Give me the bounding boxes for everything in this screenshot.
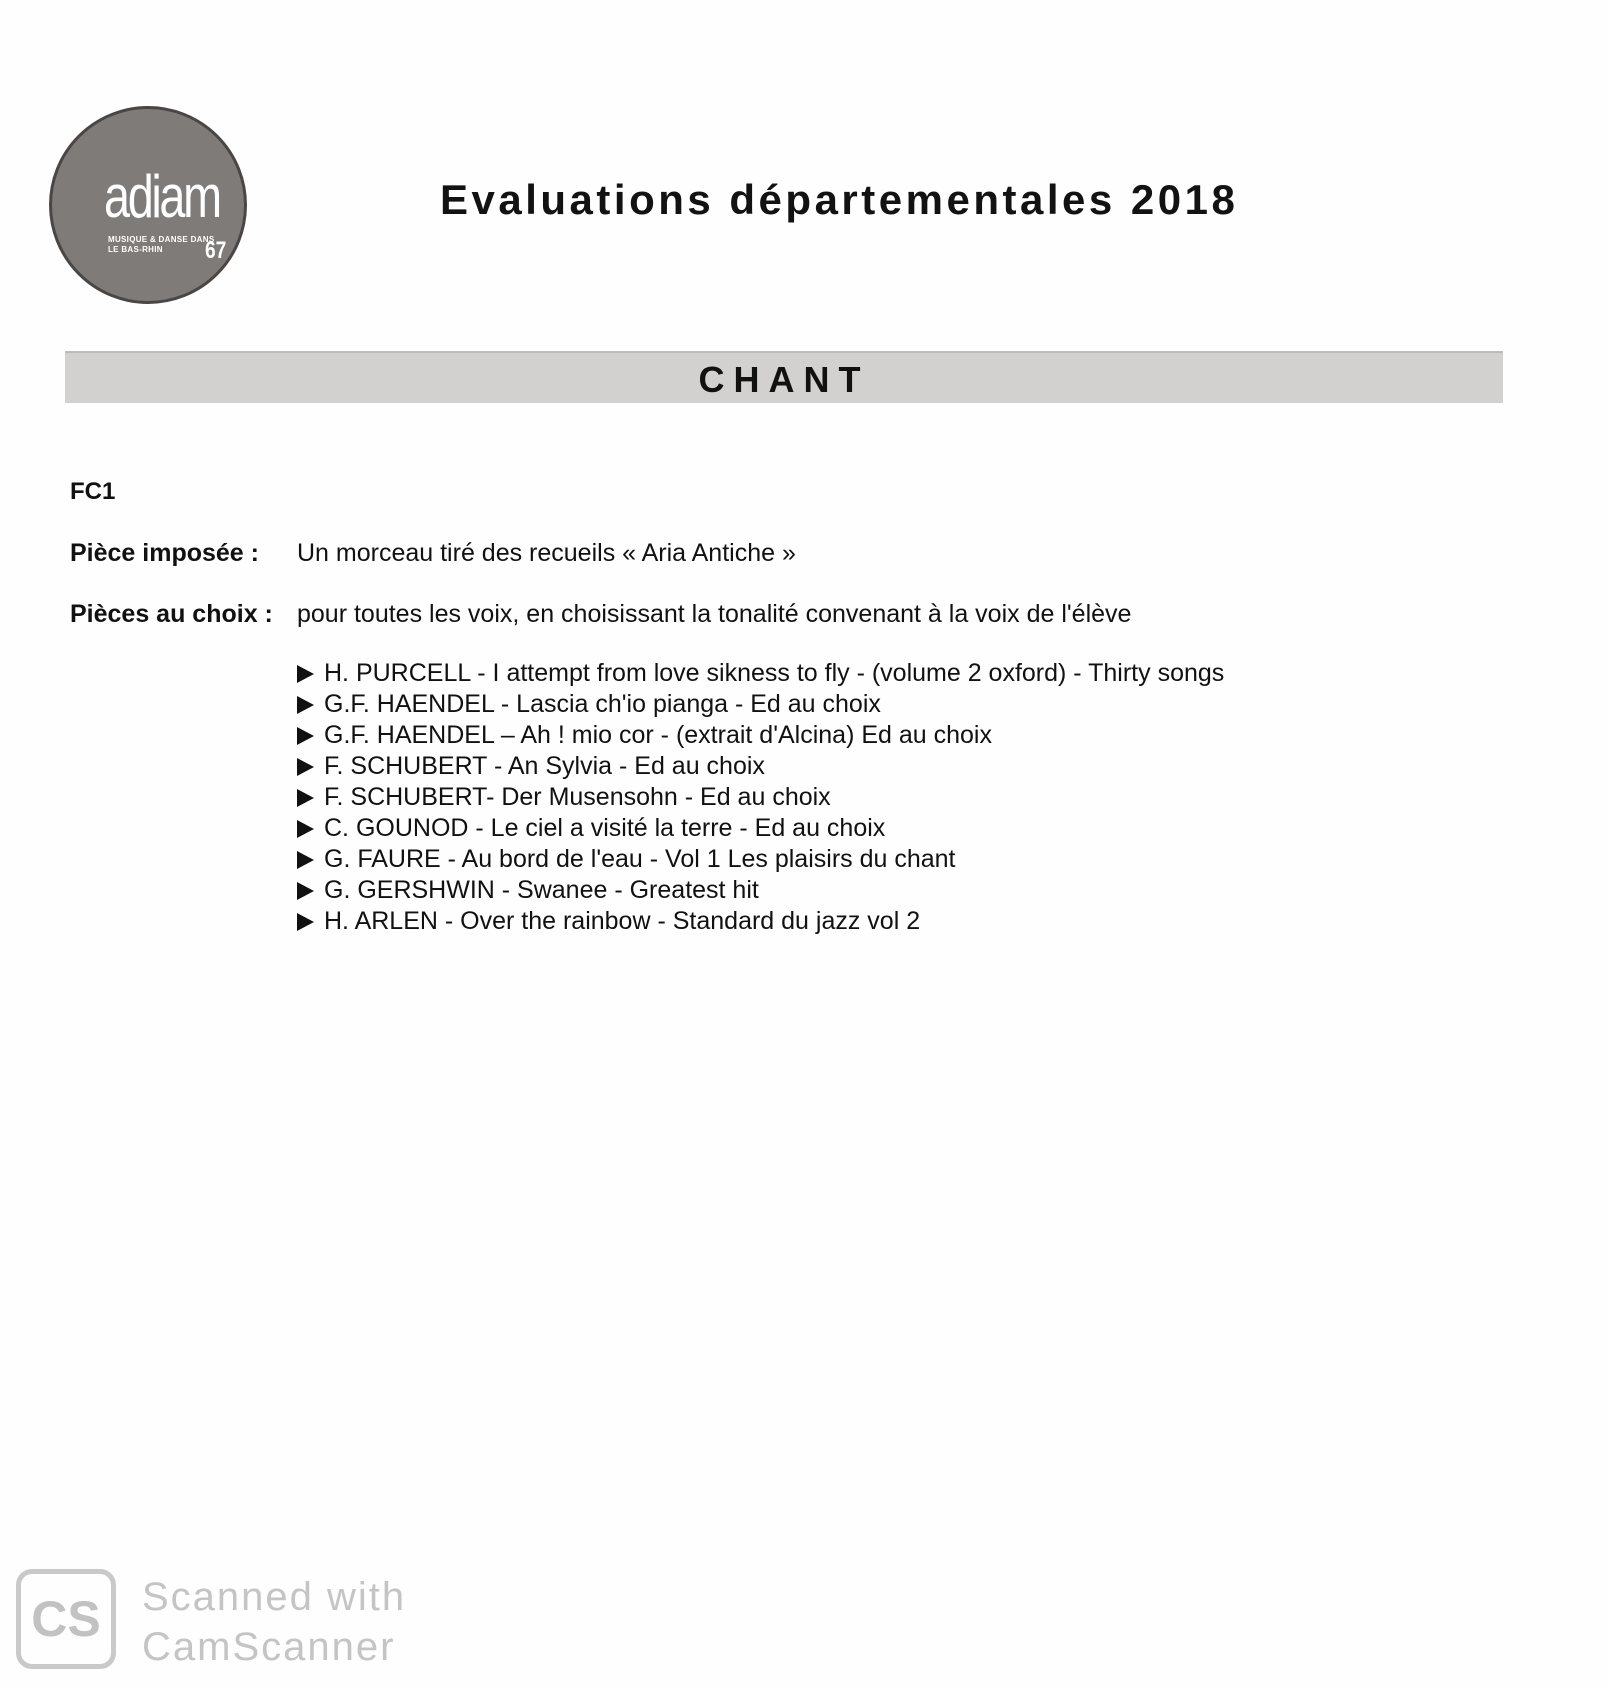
piece-text: G.F. HAENDEL – Ah ! mio cor - (extrait d'Alcina) Ed au choix bbox=[324, 721, 992, 749]
triangle-bullet-icon bbox=[297, 789, 314, 807]
triangle-bullet-icon bbox=[297, 727, 314, 745]
choix-label: Pièces au choix : bbox=[70, 600, 273, 628]
list-item bbox=[297, 720, 1224, 751]
camscanner-badge-text: CS bbox=[31, 1591, 101, 1647]
list-item bbox=[297, 813, 1224, 844]
pieces-list bbox=[297, 658, 1224, 937]
section-banner bbox=[65, 351, 1503, 403]
level-code: FC1 bbox=[70, 478, 116, 505]
list-item bbox=[297, 844, 1224, 875]
camscanner-logo-icon bbox=[16, 1569, 116, 1669]
piece-text: G.F. HAENDEL - Lascia ch'io pianga - Ed au choix bbox=[324, 690, 881, 718]
logo-wordmark: adiam bbox=[104, 163, 220, 230]
watermark-line-2: CamScanner bbox=[142, 1625, 396, 1669]
list-item bbox=[297, 782, 1224, 813]
triangle-bullet-icon bbox=[297, 913, 314, 931]
triangle-bullet-icon bbox=[297, 758, 314, 776]
triangle-bullet-icon bbox=[297, 882, 314, 900]
logo-number: 67 bbox=[205, 237, 227, 264]
adiam-logo bbox=[49, 106, 247, 304]
triangle-bullet-icon bbox=[297, 820, 314, 838]
choix-value: pour toutes les voix, en choisissant la tonalité convenant à la voix de l'élève bbox=[297, 600, 1132, 628]
page-title: Evaluations départementales 2018 bbox=[440, 176, 1239, 223]
triangle-bullet-icon bbox=[297, 665, 314, 683]
list-item bbox=[297, 689, 1224, 720]
triangle-bullet-icon bbox=[297, 696, 314, 714]
list-item bbox=[297, 906, 1224, 937]
logo-tagline: MUSIQUE & DANSE DANS LE BAS-RHIN bbox=[108, 235, 215, 254]
piece-text: G. FAURE - Au bord de l'eau - Vol 1 Les plaisirs du chant bbox=[324, 845, 956, 873]
piece-text: H. ARLEN - Over the rainbow - Standard du jazz vol 2 bbox=[324, 907, 921, 935]
imposee-label: Pièce imposée : bbox=[70, 539, 259, 567]
triangle-bullet-icon bbox=[297, 851, 314, 869]
piece-text: F. SCHUBERT- Der Musensohn - Ed au choix bbox=[324, 783, 831, 811]
list-item bbox=[297, 751, 1224, 782]
piece-text: F. SCHUBERT - An Sylvia - Ed au choix bbox=[324, 752, 765, 780]
piece-text: H. PURCELL - I attempt from love sikness to fly - (volume 2 oxford) - Thirty songs bbox=[324, 659, 1225, 687]
imposee-value: Un morceau tiré des recueils « Aria Antiche » bbox=[297, 539, 796, 567]
banner-label: CHANT bbox=[698, 359, 870, 400]
piece-text: G. GERSHWIN - Swanee - Greatest hit bbox=[324, 876, 759, 904]
camscanner-watermark bbox=[142, 1572, 406, 1672]
list-item bbox=[297, 658, 1224, 689]
list-item bbox=[297, 875, 1224, 906]
watermark-line-1: Scanned with bbox=[142, 1575, 407, 1619]
piece-text: C. GOUNOD - Le ciel a visité la terre - Ed au choix bbox=[324, 814, 886, 842]
